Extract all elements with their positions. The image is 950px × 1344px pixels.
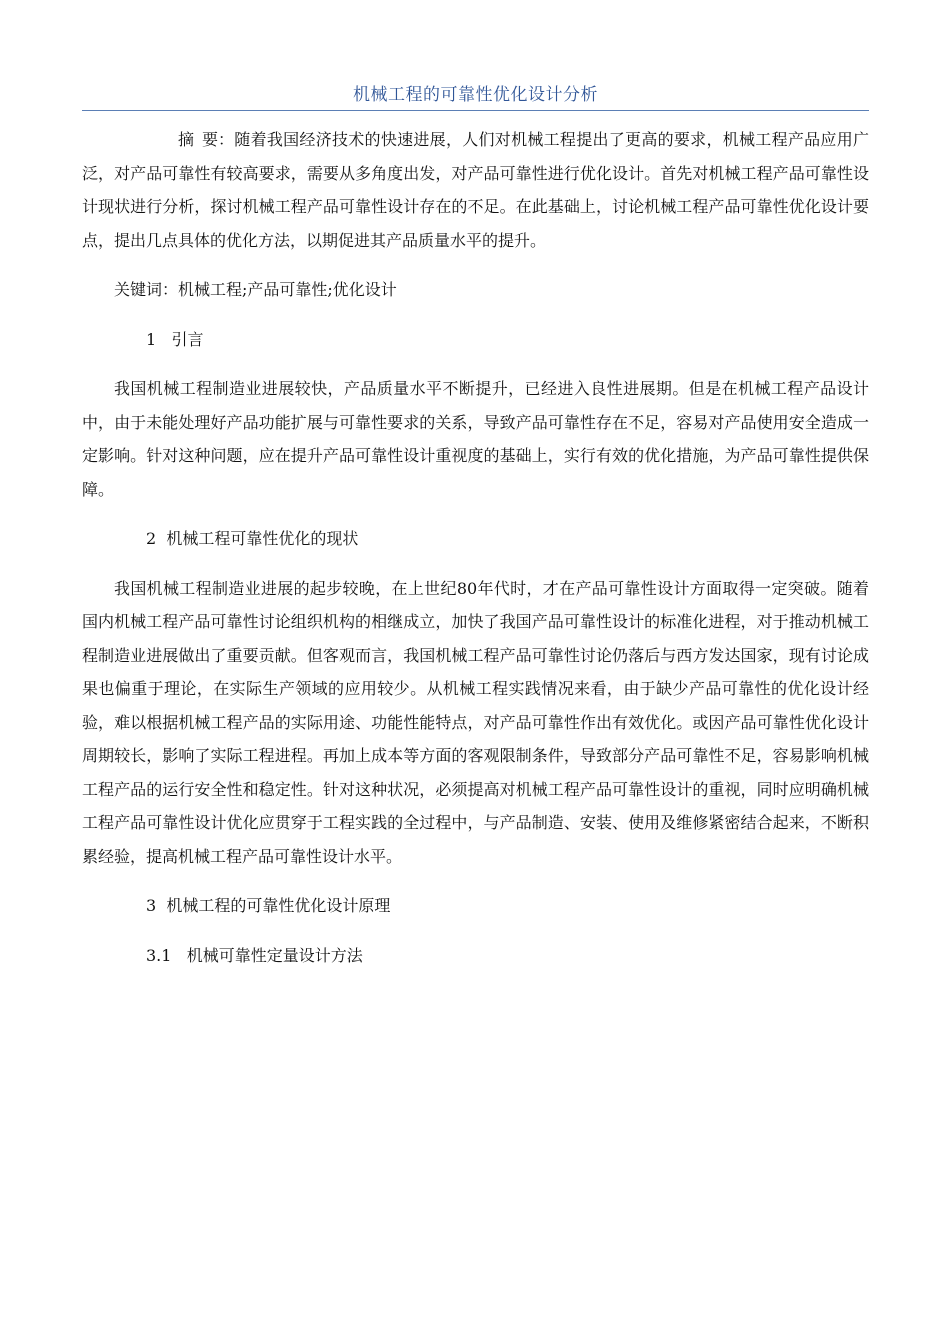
keywords-line: 关键词：机械工程;产品可靠性;优化设计	[114, 280, 397, 299]
section-2-paragraph: 我国机械工程制造业进展的起步较晚，在上世纪80年代时，才在产品可靠性设计方面取得一定突破。随着国内机械工程产品可靠性讨论组织机构的相继成立，加快了我国产品可靠性设计的标准化进程，对于推动机械工程制造业进展做出了重要贡献。但客观而言，我国机械工程产品可靠性讨论仍落后与西方发达国家，现有讨论成果也偏重于理论，在实际生产领域的应用较少。从机械工程实践情况来看，由于缺少产品可靠性的优化设计经验，难以根据机械工程产品的实际用途、功能性能特点，对产品可靠性作出有效优化。或因产品可靠性优化设计周期较长，影响了实际工程进程。再加上成本等方面的客观限制条件，导致部分产品可靠性不足，容易影响机械工程产品的运行安全性和稳定性。针对这种状况，必须提高对机械工程产品可靠性设计的重视，同时应明确机械工程产品可靠性设计优化应贯穿于工程实践的全过程中，与产品制造、安装、使用及维修紧密结合起来，不断积累经验，提高机械工程产品可靠性设计水平。	[82, 578, 869, 866]
abstract-label-part-2: 要：	[202, 130, 235, 149]
section-heading-3	[82, 889, 869, 923]
document-body	[82, 123, 869, 972]
section-heading-1	[82, 323, 869, 357]
abstract-label	[114, 123, 234, 157]
section-heading-2	[82, 522, 869, 556]
page-header	[82, 80, 869, 111]
abstract-paragraph	[82, 123, 869, 257]
section-1-paragraph: 我国机械工程制造业进展较快，产品质量水平不断提升，已经进入良性进展期。但是在机械工程产品设计中，由于未能处理好产品功能扩展与可靠性要求的关系，导致产品可靠性存在不足，容易对产品使用安全造成一定影响。针对这种问题，应在提升产品可靠性设计重视度的基础上，实行有效的优化措施，为产品可靠性提供保障。	[82, 379, 869, 499]
abstract-text: 随着我国经济技术的快速进展，人们对机械工程提出了更高的要求，机械工程产品应用广泛，对产品可靠性有较高要求，需要从多角度出发，对产品可靠性进行优化设计。首先对机械工程产品可靠性设计现状进行分析，探讨机械工程产品可靠性设计存在的不足。在此基础上，讨论机械工程产品可靠性优化设计要点，提出几点具体的优化方法，以期促进其产品质量水平的提升。	[82, 130, 869, 250]
abstract-label-part-1: 摘	[178, 130, 195, 149]
section-heading-3-1	[82, 939, 869, 973]
section-title: 引言	[171, 329, 204, 349]
section-title: 机械工程可靠性优化的现状	[166, 529, 359, 548]
section-number: 3	[146, 896, 157, 915]
section-number: 1	[146, 329, 157, 349]
section-number: 3.1	[146, 945, 172, 965]
section-title: 机械工程的可靠性优化设计原理	[166, 896, 391, 915]
page-title: 机械工程的可靠性优化设计分析	[353, 85, 598, 105]
section-number: 2	[146, 529, 157, 548]
section-title: 机械可靠性定量设计方法	[186, 945, 363, 965]
